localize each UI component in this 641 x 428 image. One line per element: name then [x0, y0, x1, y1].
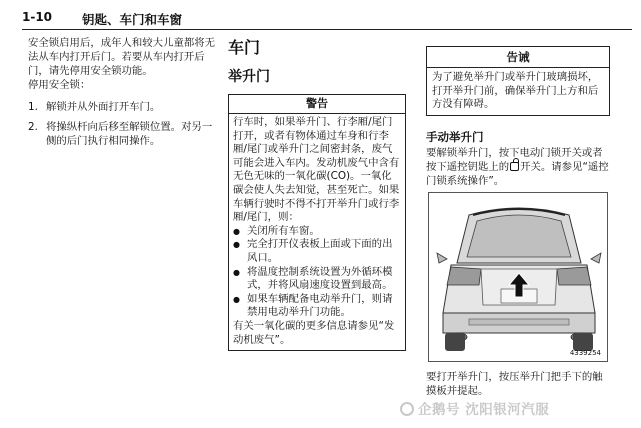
warning-bullet: [233, 238, 401, 265]
step-item: [28, 120, 216, 148]
caution-body: 为了避免举升门或举升门玻璃损坏，打开举升门前，确保举升门上方和后方没有障碍。: [432, 71, 599, 111]
penguin-logo-icon: [400, 402, 414, 416]
left-column: [28, 36, 216, 148]
caution-box: [426, 46, 610, 116]
warning-body: [229, 114, 405, 350]
warning-title: 警告: [229, 95, 405, 114]
bullet-icon: ●: [233, 267, 240, 277]
step-number: 1.: [28, 101, 38, 113]
warning-intro: 行车时，如果举升门、行李厢/尾门打开，或者有物体通过车身和行李厢/尾门或举升门之间密封条，废气可能会进入车内。发动机废气中含有无色无味的一氧化碳(CO)。一氧化碳会使人失去知觉，甚至死亡。如果车辆行驶时不得不打开举升门或行李厢/尾门，则：: [233, 116, 400, 224]
manual-text-part1: 要解锁举升门，按下电动门锁开关或者按下遥控钥匙上的: [426, 146, 603, 173]
section-title: 车门: [228, 38, 261, 57]
bullet-text: 完全打开仪表板上面或下面的出风口。: [247, 238, 393, 264]
step-number: 2.: [28, 121, 38, 133]
warning-bullet: [233, 293, 401, 320]
step-text: 将操纵杆向后移至解锁位置。对另一侧的后门执行相同操作。: [46, 121, 213, 147]
bullet-icon: ●: [233, 226, 240, 236]
lock-icon: [510, 162, 519, 171]
chapter-title: 钥匙、车门和车窗: [82, 12, 183, 27]
page-number: 1-10: [22, 10, 53, 24]
warning-bullet: [233, 225, 401, 239]
middle-column: [228, 36, 406, 351]
intro-paragraph: 安全锁启用后，成年人和较大儿童都将无法从车内打开后门。若要从车内打开后门，请先停用安全锁功能。: [28, 37, 216, 77]
suv-rear-illustration: [429, 193, 608, 362]
figure-code: 4339254: [569, 349, 601, 357]
bullet-icon: ●: [233, 240, 240, 250]
right-column: [426, 46, 610, 188]
step-item: [28, 100, 216, 114]
liftgate-figure: [428, 192, 608, 362]
warning-box: [228, 94, 406, 351]
manual-liftgate-title: 手动举升门: [426, 129, 484, 144]
bullet-text: 如果车辆配备电动举升门，则请禁用电动举升门功能。: [247, 292, 393, 319]
bullet-text: 将温度控制系统设置为外循环模式，并将风扇速度设置到最高。: [247, 265, 393, 292]
steps-list: [28, 100, 216, 148]
watermark: [400, 398, 549, 418]
open-liftgate-text: 要打开举升门，按压举升门把手下的触摸板并提起。: [426, 371, 603, 397]
manual-liftgate-text: [426, 146, 610, 188]
bullet-text: 关闭所有车窗。: [247, 224, 320, 237]
step-text: 解锁并从外面打开车门。: [46, 101, 161, 113]
caution-title: 告诫: [427, 47, 609, 68]
subsection-title: 举升门: [228, 69, 270, 85]
stop-label: 停用安全锁：: [28, 79, 91, 91]
manual-text-part2: 开关。请参见“遥控门锁系统操作”。: [426, 160, 609, 187]
watermark-text: 企鹅号 沈阳银河汽服: [418, 402, 550, 418]
warning-footer: 有关一氧化碳的更多信息请参见“发动机废气”。: [233, 319, 395, 346]
page-header: [22, 8, 632, 30]
bullet-icon: ●: [233, 294, 240, 304]
warning-bullet: [233, 266, 401, 293]
